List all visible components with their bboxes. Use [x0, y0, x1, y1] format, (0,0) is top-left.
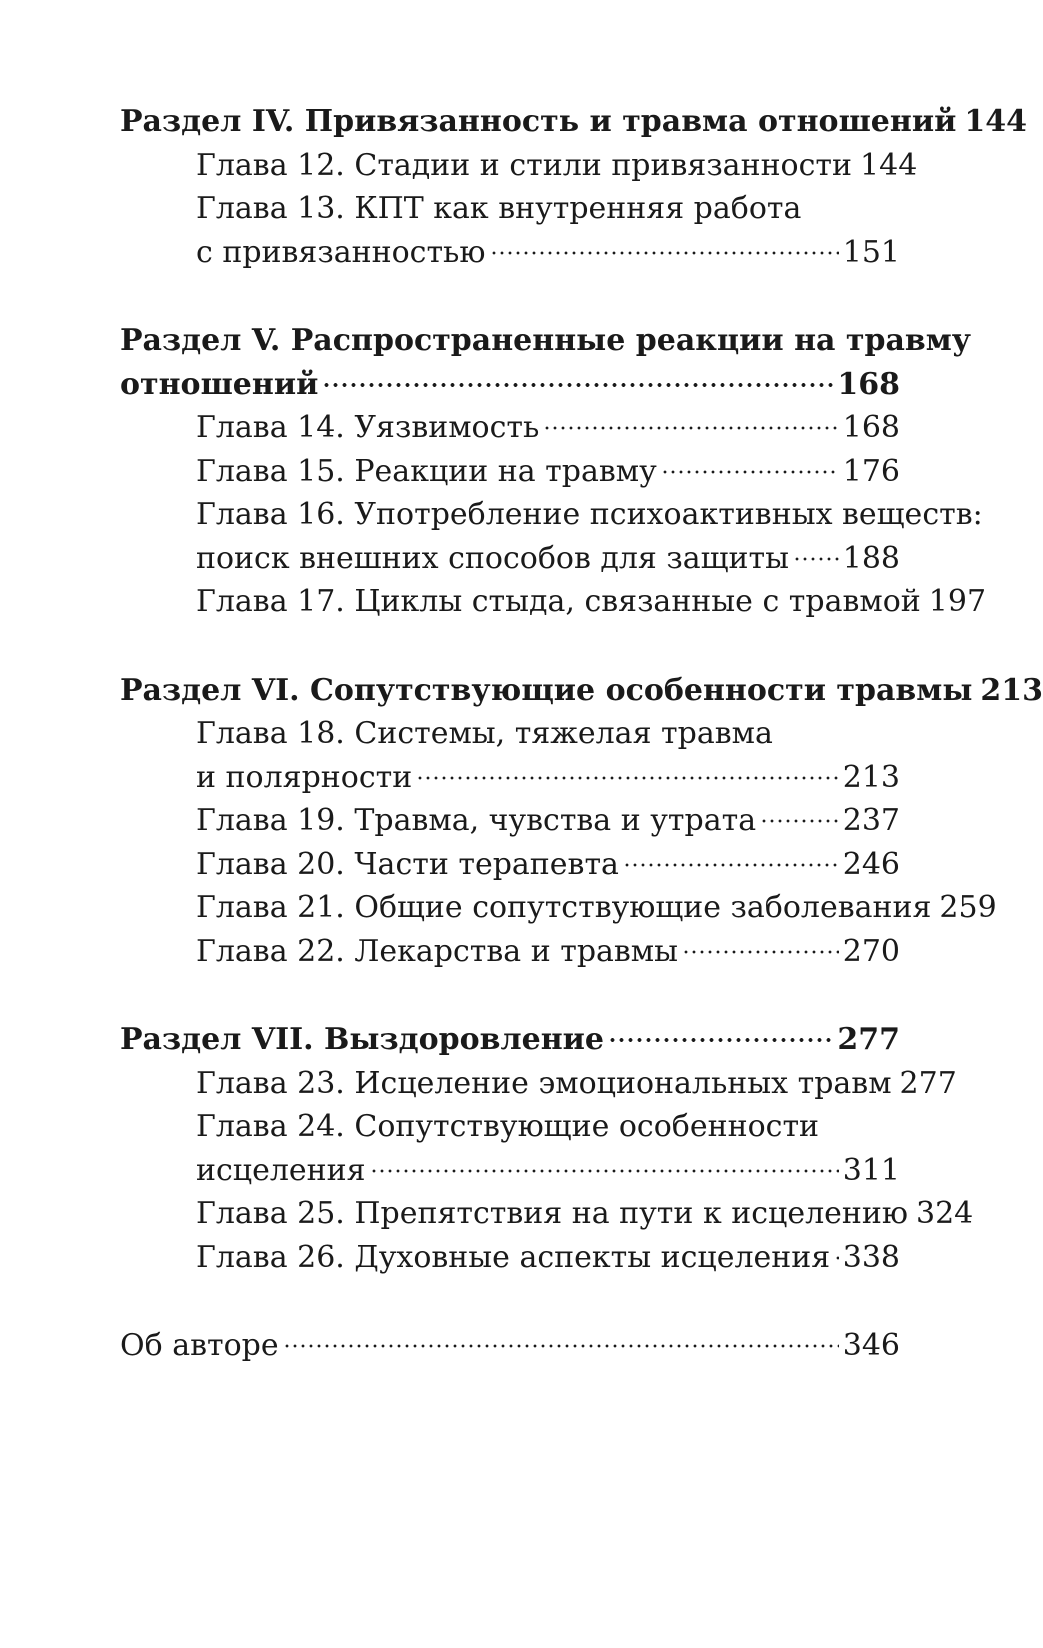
dot-leader [623, 862, 839, 868]
page-number: 168 [842, 410, 900, 445]
section-title: Раздел VI. Сопутствующие особенности травмы [120, 672, 973, 708]
toc-section-title[interactable] [120, 1018, 900, 1062]
toc-chapter-19[interactable] [120, 799, 900, 843]
chapter-title: поиск внешних способов для защиты [196, 540, 789, 576]
toc-chapter-26[interactable] [120, 1236, 900, 1280]
chapter-title: Глава 17. Циклы стыда, связанные с травмой [196, 584, 921, 619]
page-number: 197 [928, 584, 987, 619]
section-title: Раздел IV. Привязанность и травма отношений [120, 104, 957, 139]
table-of-contents [120, 100, 1043, 1368]
dot-leader [370, 1168, 839, 1174]
toc-chapter-24[interactable] [120, 1149, 900, 1193]
toc-section-4 [120, 100, 1027, 274]
page-number: 338 [842, 1239, 900, 1275]
chapter-title: Глава 12. Стадии и стили привязанности [196, 147, 853, 183]
toc-chapter-22[interactable] [120, 930, 900, 974]
chapter-title-line1: Глава 24. Сопутствующие особенности [196, 1109, 820, 1144]
chapter-title: Глава 15. Реакции на травму [196, 453, 657, 489]
page-number: 213 [980, 672, 1043, 708]
page-number: 270 [842, 933, 900, 969]
dot-leader [793, 556, 839, 562]
chapter-title-line1: Глава 16. Употребление психоактивных веществ: [196, 497, 983, 532]
section-title: Раздел VII. Выздоровление [120, 1022, 604, 1057]
dot-leader [490, 250, 839, 256]
page-number: 259 [939, 890, 997, 925]
dot-leader [322, 382, 833, 388]
toc-section-title[interactable] [120, 363, 900, 407]
chapter-title: Глава 19. Травма, чувства и утрата [196, 803, 757, 838]
page-number: 246 [842, 846, 900, 882]
toc-chapter-24-line1[interactable] [120, 1105, 900, 1149]
toc-section-title-line1[interactable] [120, 319, 972, 363]
chapter-title: Глава 25. Препятствия на пути к исцелению [196, 1196, 908, 1231]
chapter-title-line1: Глава 13. КПТ как внутренняя работа [196, 191, 802, 226]
toc-chapter-25[interactable] [120, 1192, 974, 1236]
toc-chapter-15[interactable] [120, 450, 900, 494]
dot-leader [608, 1037, 833, 1043]
page-number: 188 [842, 540, 900, 576]
chapter-title: исцеления [196, 1152, 366, 1188]
dot-leader [416, 775, 839, 781]
toc-chapter-16[interactable] [120, 537, 900, 581]
toc-chapter-17[interactable] [120, 580, 987, 624]
toc-chapter-13[interactable] [120, 231, 900, 275]
page-number: 151 [842, 234, 900, 270]
page-number: 324 [916, 1196, 974, 1231]
chapter-title: Глава 23. Исцеление эмоциональных травм [196, 1065, 892, 1101]
dot-leader [682, 949, 839, 955]
toc-chapter-16-line1[interactable] [120, 493, 983, 537]
toc-chapter-18[interactable] [120, 756, 900, 800]
toc-chapter-20[interactable] [120, 843, 900, 887]
chapter-title: с привязанностью [196, 234, 486, 270]
dot-leader [834, 1255, 839, 1261]
page-number: 237 [842, 803, 900, 838]
chapter-title: Глава 14. Уязвимость [196, 410, 540, 445]
toc-section-5 [120, 319, 987, 624]
toc-section-title[interactable] [120, 100, 1027, 144]
page-number: 277 [899, 1065, 957, 1101]
about-title: Об авторе [120, 1328, 279, 1363]
chapter-title: Глава 26. Духовные аспекты исцеления [196, 1239, 831, 1275]
toc-section-7 [120, 1018, 974, 1279]
page-number: 176 [842, 453, 900, 489]
page-number: 168 [837, 366, 900, 402]
toc-chapter-21[interactable] [120, 886, 997, 930]
toc-about-entry[interactable] [120, 1324, 900, 1368]
chapter-title-line1: Глава 18. Системы, тяжелая травма [196, 716, 773, 751]
chapter-title: и полярности [196, 759, 413, 795]
toc-chapter-14[interactable] [120, 406, 900, 450]
chapter-title: Глава 22. Лекарства и травмы [196, 933, 679, 969]
section-title-line1: Раздел V. Распространенные реакции на травму [120, 323, 972, 358]
page-number: 213 [842, 759, 900, 795]
page-number: 311 [842, 1152, 900, 1188]
dot-leader [543, 425, 838, 431]
toc-chapter-18-line1[interactable] [120, 712, 900, 756]
toc-section-6 [120, 669, 1043, 974]
toc-chapter-23[interactable] [120, 1062, 957, 1106]
toc-about [120, 1324, 900, 1368]
toc-chapter-13-line1[interactable] [120, 187, 900, 231]
dot-leader [760, 818, 839, 824]
toc-section-title[interactable] [120, 669, 1043, 713]
toc-chapter-12[interactable] [120, 144, 918, 188]
chapter-title: Глава 21. Общие сопутствующие заболевания [196, 890, 932, 925]
dot-leader [283, 1343, 839, 1349]
page-number: 346 [842, 1328, 900, 1363]
dot-leader [661, 469, 839, 475]
page-number: 277 [837, 1022, 900, 1057]
chapter-title: Глава 20. Части терапевта [196, 846, 619, 882]
page-number: 144 [860, 147, 918, 183]
section-title: отношений [120, 366, 319, 402]
page-number: 144 [964, 104, 1027, 139]
